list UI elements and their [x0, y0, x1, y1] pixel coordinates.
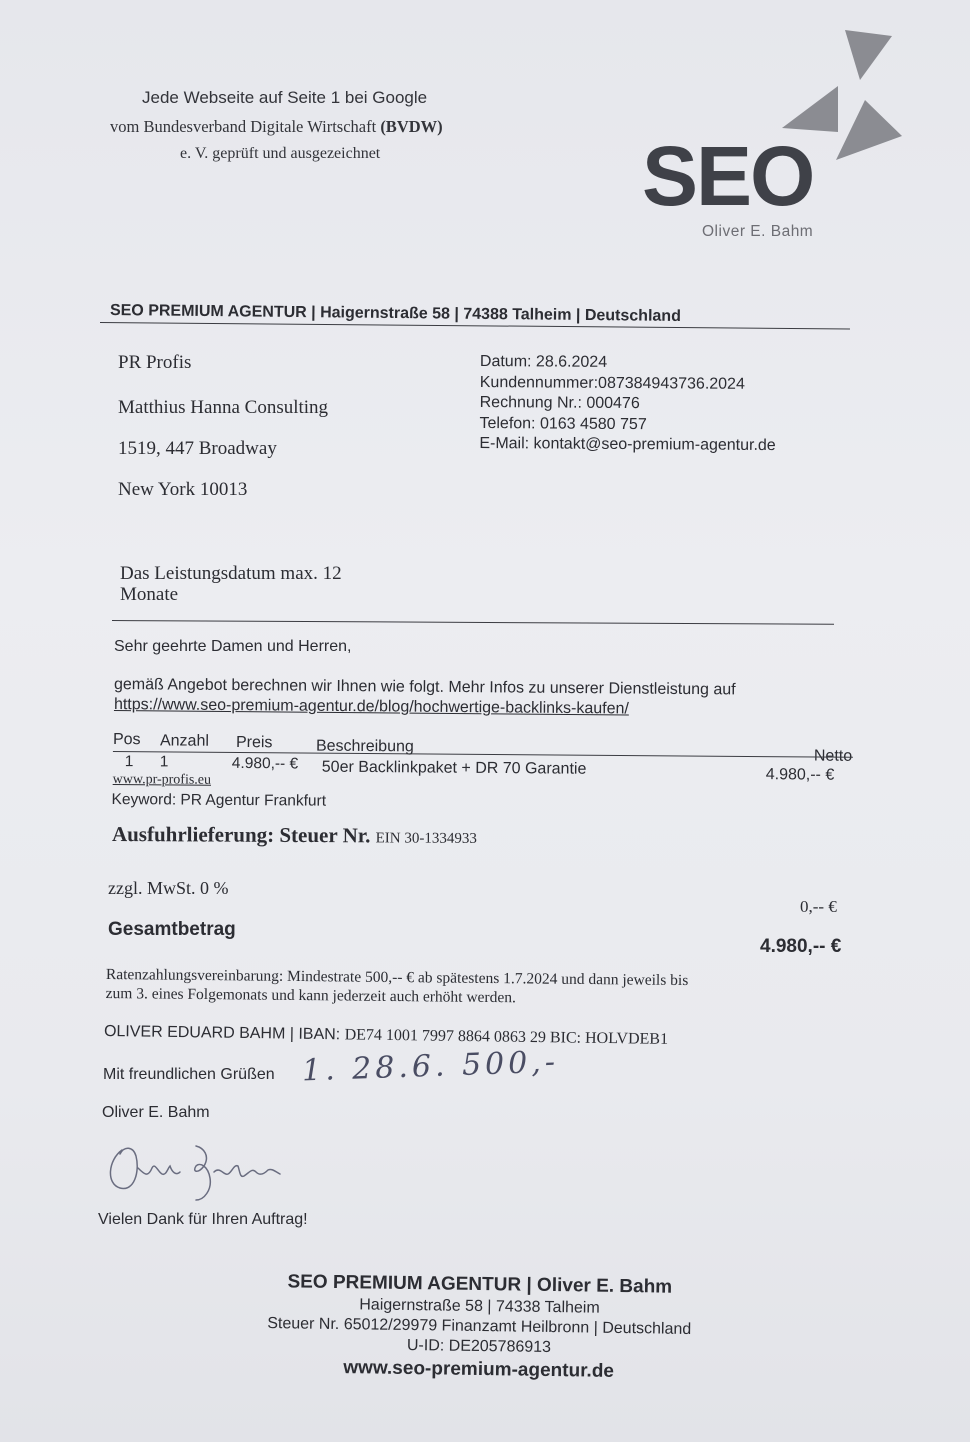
handwritten-payment-note: 1. 28.6. 500,- — [301, 1044, 560, 1089]
footer-website[interactable]: www.seo-premium-agentur.de — [343, 1357, 615, 1382]
tax-ein: EIN 30-1334933 — [375, 830, 477, 847]
col-header-preis: Preis — [235, 733, 273, 752]
closing: Mit freundlichen Grüßen — [103, 1066, 275, 1083]
recipient-line1: PR Profis — [118, 352, 192, 373]
col-header-netto: Netto — [813, 747, 853, 765]
col-header-anzahl: Anzahl — [159, 732, 209, 750]
tagline-line2-text: vom Bundesverband Digitale Wirtschaft — [110, 117, 377, 136]
table-header-divider — [113, 751, 853, 758]
tax-heading — [112, 822, 477, 849]
row-website[interactable]: www.pr-profis.eu — [112, 771, 212, 788]
row-beschreibung: 50er Backlinkpaket + DR 70 Garantie — [321, 758, 587, 778]
footer-company: SEO PREMIUM AGENTUR | Oliver E. Bahm — [287, 1271, 673, 1298]
bank-name: OLIVER EDUARD BAHM | IBAN: — [103, 1023, 341, 1044]
recipient-line2: Matthius Hanna Consulting — [118, 397, 329, 418]
signer-name: Oliver E. Bahm — [102, 1104, 210, 1121]
thanks: Vielen Dank für Ihren Auftrag! — [98, 1211, 308, 1228]
row-netto: 4.980,-- € — [765, 766, 835, 784]
col-header-pos: Pos — [112, 731, 141, 749]
service-note-line1: Das Leistungsdatum max. 12 — [120, 563, 342, 584]
mwst-label: zzgl. MwSt. 0 % — [108, 878, 229, 898]
meta-kundennummer: Kundennummer:087384943736.2024 — [479, 373, 745, 393]
row-keyword: Keyword: PR Agentur Frankfurt — [111, 790, 327, 810]
total-label: Gesamtbetrag — [108, 919, 236, 940]
bank-iban-bic: DE74 1001 7997 8864 0863 29 BIC: HOLVDEB1 — [344, 1026, 669, 1048]
footer-uid: U-ID: DE205786913 — [406, 1336, 552, 1356]
recipient-line4: New York 10013 — [118, 479, 248, 500]
row-anzahl: 1 — [159, 753, 169, 771]
meta-email: E-Mail: kontakt@seo-premium-agentur.de — [479, 434, 776, 455]
footer — [0, 1266, 960, 1389]
intro-text: gemäß Angebot berechnen wir Ihnen wie folgt. Mehr Infos zu unserer Dienstleistung auf — [113, 676, 736, 699]
tagline-line3: e. V. geprüft und ausgezeichnet — [180, 145, 381, 162]
total-value: 4.980,-- € — [760, 936, 842, 957]
signature-stroke — [110, 1146, 280, 1200]
logo-seo-text: SEO — [642, 129, 814, 223]
meta-datum: Datum: 28.6.2024 — [479, 352, 608, 371]
tax-heading-text: Ausfuhrlieferung: Steuer Nr. — [111, 822, 371, 848]
tagline-bvdw: (BVDW) — [380, 117, 443, 136]
recipient-line3: 1519, 447 Broadway — [118, 438, 277, 459]
intro-link[interactable]: https://www.seo-premium-agentur.de/blog/hochwertige-backlinks-kaufen/ — [113, 696, 629, 718]
installment-agreement — [106, 965, 689, 1009]
logo-subtitle: Oliver E. Bahm — [702, 223, 814, 240]
sender-line: SEO PREMIUM AGENTUR | Haigernstraße 58 | 74388 Talheim | Deutschland — [109, 302, 681, 325]
col-header-beschreibung: Beschreibung — [315, 737, 414, 756]
meta-telefon: Telefon: 0163 4580 757 — [479, 414, 647, 433]
salutation: Sehr geehrte Damen und Herren, — [114, 638, 352, 655]
signature-graphic — [100, 1132, 310, 1212]
mwst-value: 0,-- € — [800, 897, 837, 916]
footer-tax: Steuer Nr. 65012/29979 Finanzamt Heilbronn | Deutschland — [267, 1315, 692, 1338]
row-preis: 4.980,-- € — [231, 754, 299, 773]
row-pos: 1 — [124, 753, 134, 771]
tagline-line1: Jede Webseite auf Seite 1 bei Google — [142, 88, 428, 107]
meta-rechnung: Rechnung Nr.: 000476 — [479, 393, 640, 413]
footer-address: Haigernstraße 58 | 74338 Talheim — [359, 1296, 600, 1317]
installment-line1: Ratenzahlungsvereinbarung: Mindestrate 500,-- € ab spätestens 1.7.2024 und dann jeweils bis — [105, 965, 689, 990]
installment-line2: zum 3. eines Folgemonats und kann jederzeit auch erhöht werden. — [105, 984, 516, 1007]
service-note-line2: Monate — [120, 584, 179, 605]
